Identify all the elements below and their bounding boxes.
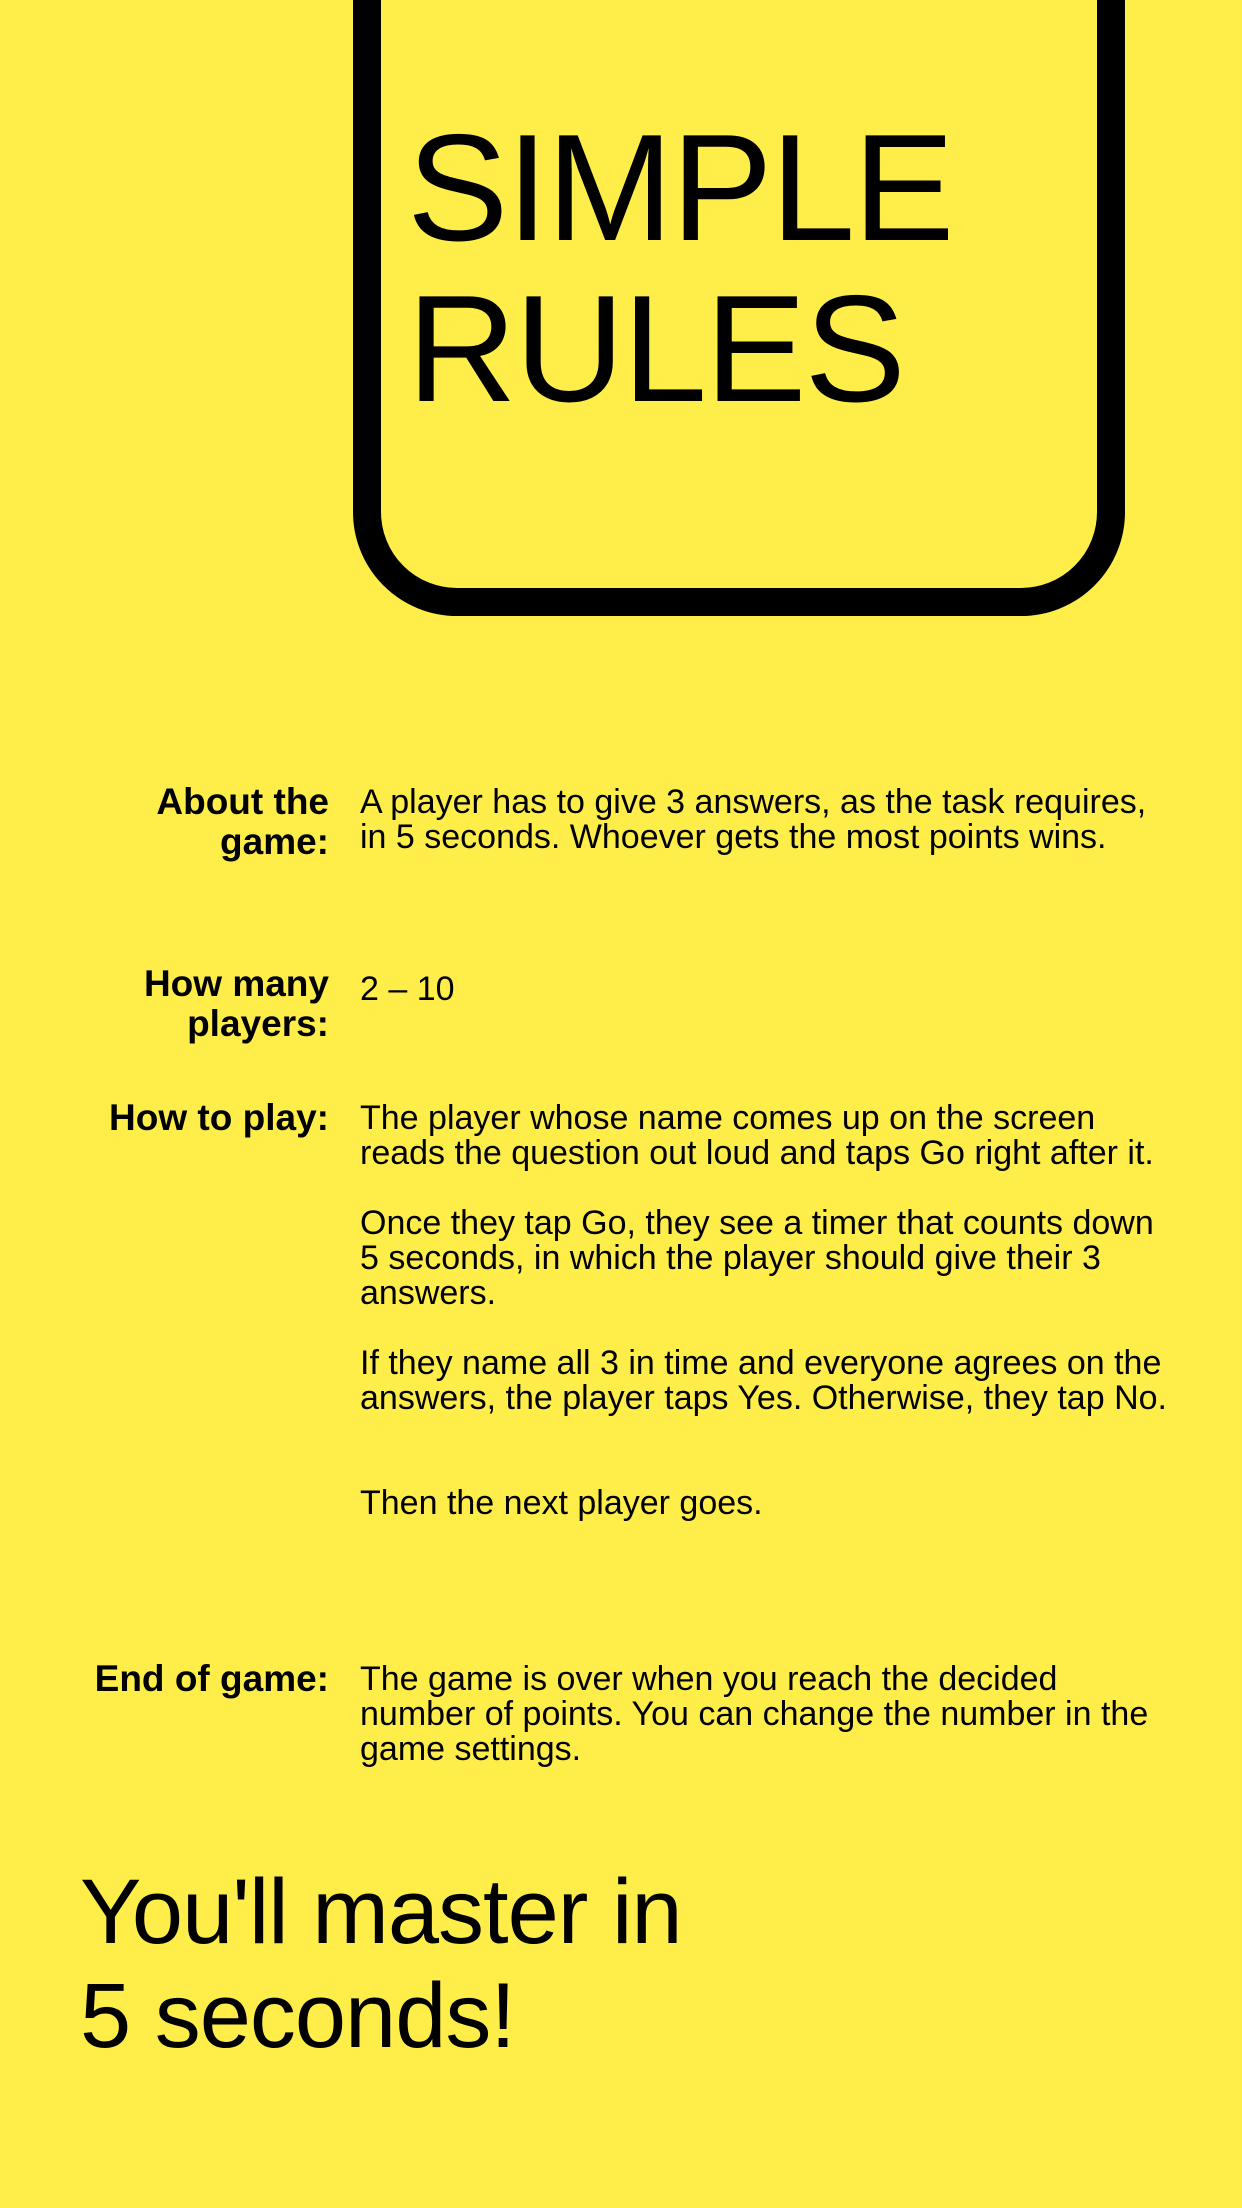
how-to-play-paragraph-4: Then the next player goes. bbox=[360, 1484, 763, 1522]
players-count: 2 – 10 bbox=[360, 970, 455, 1008]
how-to-play-paragraph-2: Once they tap Go, they see a timer that counts down 5 seconds, in which the player should give their 3 answers. bbox=[360, 1204, 1154, 1312]
players-label bbox=[29, 964, 329, 1044]
about-paragraph: A player has to give 3 answers, as the task requires, in 5 seconds. Whoever gets the most points wins. bbox=[360, 783, 1147, 856]
about-label-line-1: About the bbox=[156, 781, 329, 822]
players-text bbox=[360, 972, 1170, 1007]
players-label-line-1: How many bbox=[143, 963, 329, 1004]
tagline-line-1: You'll master in bbox=[80, 1861, 682, 1963]
how-to-play-paragraph-3: If they name all 3 in time and everyone agrees on the answers, the player taps Yes. Otherwise, they tap No. bbox=[360, 1344, 1167, 1417]
how-to-play-paragraph-1: The player whose name comes up on the screen reads the question out loud and taps Go right after it. bbox=[360, 1099, 1154, 1172]
page-title-line-1: SIMPLE bbox=[407, 103, 953, 273]
end-of-game-paragraph: The game is over when you reach the decided number of points. You can change the number in the game settings. bbox=[360, 1660, 1149, 1768]
tagline bbox=[80, 1860, 682, 2068]
how-to-play-label-text: How to play: bbox=[109, 1097, 329, 1138]
how-to-play-label bbox=[29, 1098, 329, 1138]
end-of-game-label bbox=[29, 1659, 329, 1699]
about-label bbox=[29, 782, 329, 862]
end-of-game-text bbox=[360, 1662, 1170, 1767]
tagline-line-2: 5 seconds! bbox=[80, 1965, 515, 2067]
players-label-line-2: players: bbox=[187, 1003, 329, 1044]
end-of-game-label-text: End of game: bbox=[94, 1658, 329, 1699]
page-title-line-2: RULES bbox=[407, 264, 904, 434]
about-text bbox=[360, 785, 1170, 855]
how-to-play-text bbox=[360, 1101, 1170, 1521]
about-label-line-2: game: bbox=[220, 821, 329, 862]
